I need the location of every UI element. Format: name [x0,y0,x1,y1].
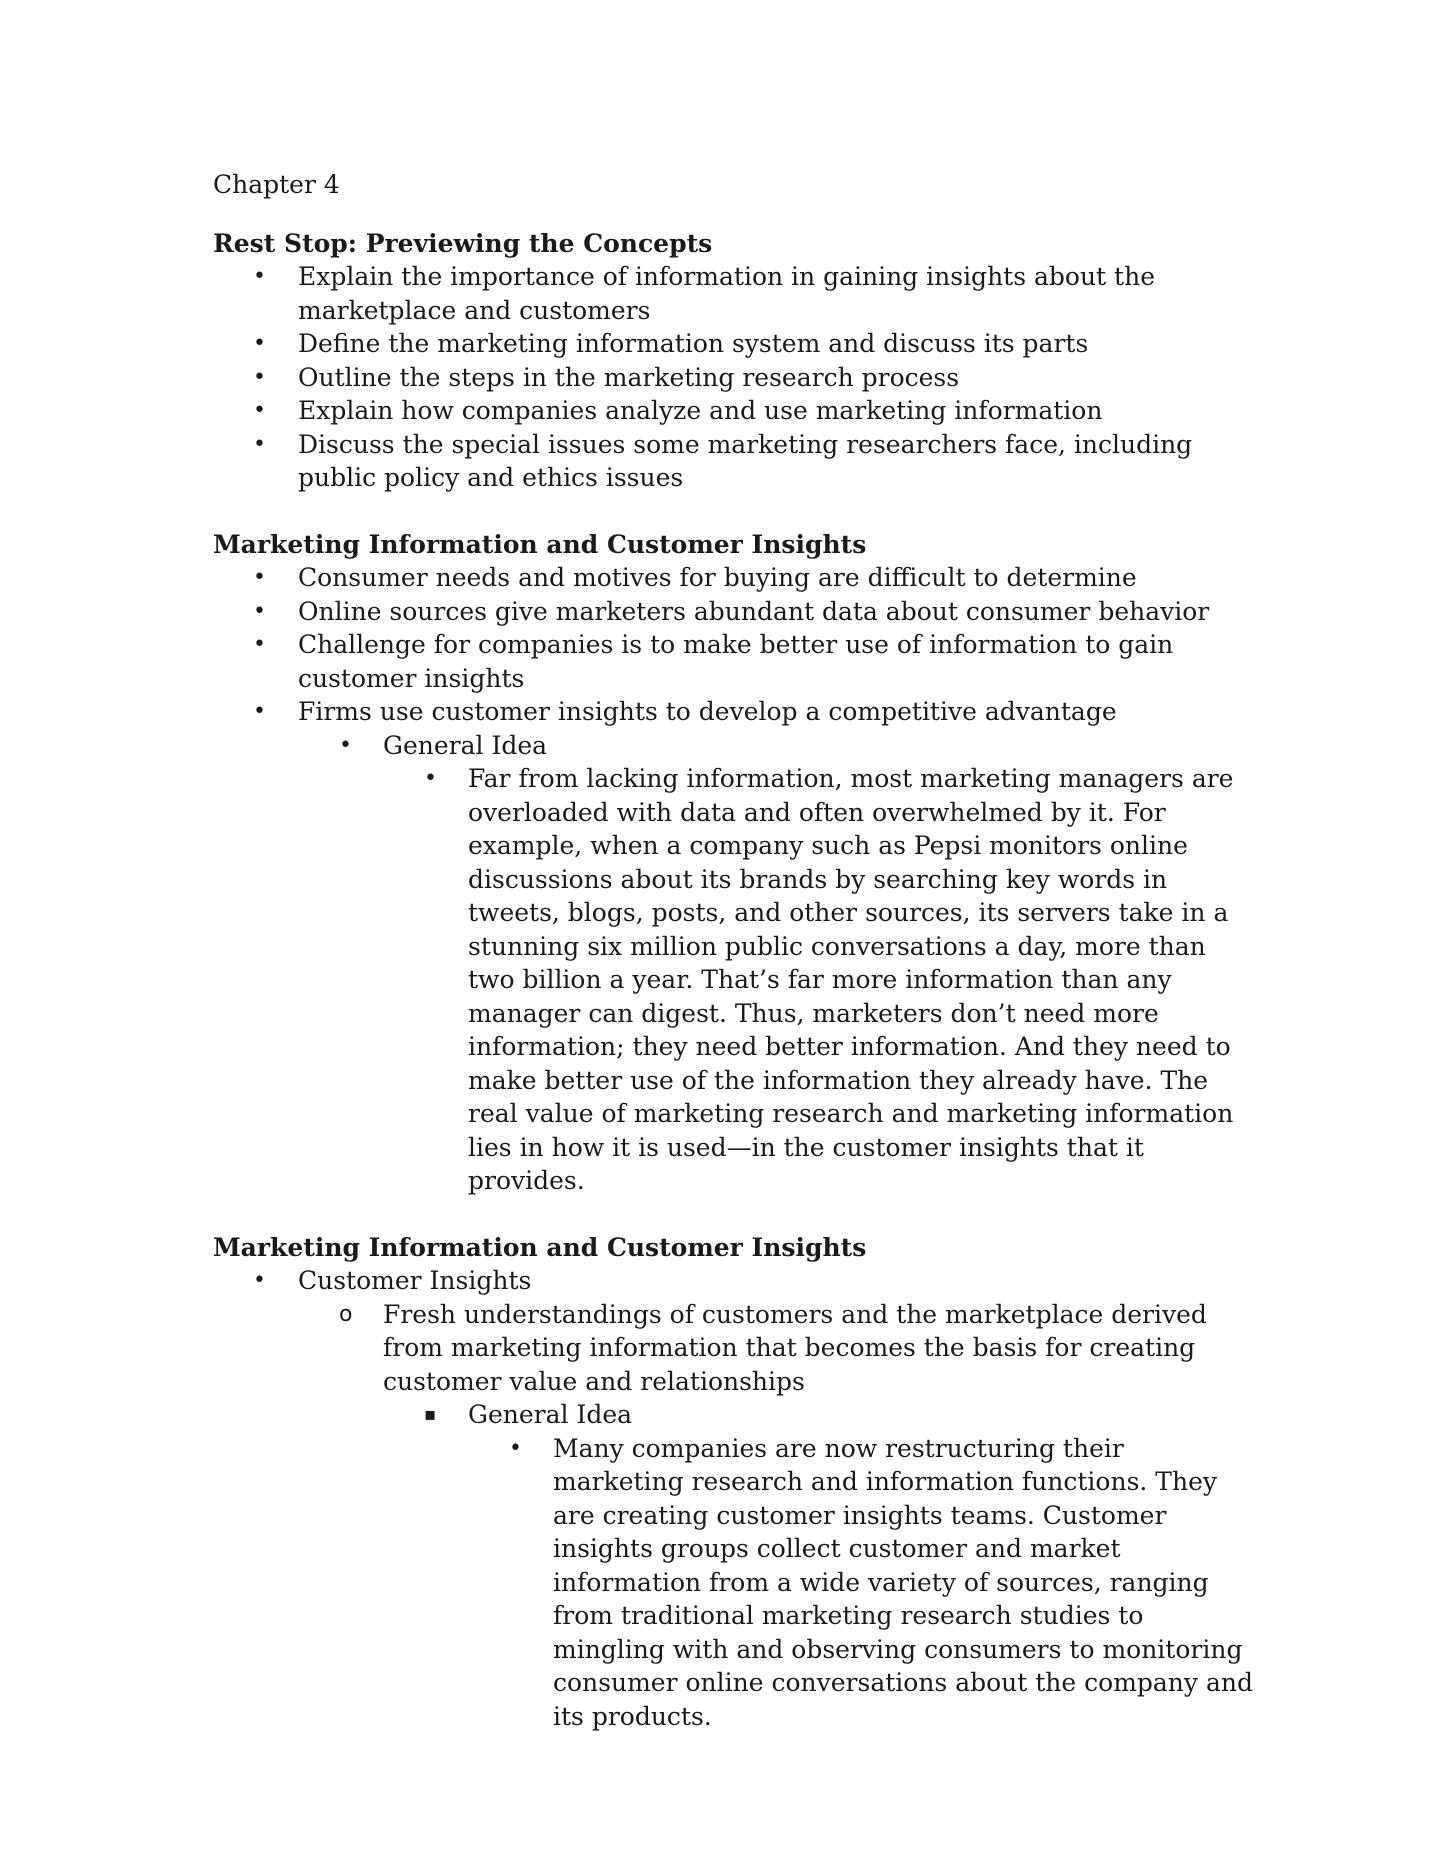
list-item-text: Challenge for companies is to make better use of information to gain customer insights [298,630,1174,693]
bullet-icon: • [253,699,266,724]
customer-insights-list [213,1264,1253,1733]
list-item [213,394,1253,428]
section-previewing-concepts [213,227,1253,495]
list-item-sub [213,1398,1253,1432]
list-item-text: Outline the steps in the marketing research process [298,362,960,392]
square-bullet-icon: ▪ [424,1404,437,1425]
section-heading: Marketing Information and Customer Insights [213,1232,867,1262]
general-idea-paragraph: Far from lacking information, most marketing managers are overloaded with data and often overwhelmed by it. For example, when a company such as Pepsi monitors online discussions about its brands by searching key words in tweets, blogs, posts, and other sources, its servers take in a stunning six million public conversations a day, more than two billion a year. That’s far more information than any manager can digest. Thus, marketers don’t need more information; they need better information. And they need to make better use of the information they already have. The real value of marketing research and marketing information lies in how it is used—in the customer insights that it provides. [468,764,1234,1195]
section-heading: Rest Stop: Previewing the Concepts [213,228,713,258]
bullet-icon: • [253,431,266,457]
circle-bullet-icon: o [339,1301,353,1327]
section-customer-insights [213,1231,1253,1734]
list-item [213,1264,1253,1298]
list-item-text: Customer Insights [298,1266,532,1295]
bullet-icon: • [509,1435,522,1461]
list-item [213,327,1253,361]
bullet-icon: • [253,598,266,624]
bullet-icon: • [253,264,266,289]
list-item-text: Explain how companies analyze and use marketing information [298,396,1103,425]
list-item-text: Explain the importance of information in gaining insights about the marketplace and customers [298,262,1155,325]
general-idea-label: General Idea [383,730,548,760]
list-item-text: Firms use customer insights to develop a competitive advantage [298,697,1117,726]
list-item-text: Consumer needs and motives for buying are difficult to determine [298,563,1137,592]
definition-text: Fresh understandings of customers and the marketplace derived from marketing information that becomes the basis for creating customer value and relationships [383,1299,1207,1396]
general-idea-paragraph: Many companies are now restructuring their marketing research and information functions. They are creating customer insights teams. Customer insights groups collect customer and market information from a wide variety of sources, ranging from traditional marketing research studies to mingling with and observing consumers to monitoring consumer online conversations about the company and its products. [553,1433,1253,1731]
list-item-definition [213,1298,1253,1399]
list-item [213,428,1253,495]
bullet-icon: • [424,766,437,791]
bullet-icon: • [253,364,266,390]
list-item [213,695,1253,729]
list-item-paragraph [213,1432,1253,1734]
bullet-icon: • [339,732,352,758]
concept-list [213,260,1253,495]
bullet-icon: • [253,398,266,423]
bullet-icon: • [253,331,266,356]
bullet-icon: • [253,1268,266,1293]
list-item-sub [213,729,1253,763]
section-marketing-information [213,528,1253,1198]
list-item [213,260,1253,327]
list-item [213,361,1253,395]
list-item-text: Online sources give marketers abundant data about consumer behavior [298,596,1210,626]
list-item-text: Discuss the special issues some marketing researchers face, including public policy and ethics issues [298,429,1193,492]
insights-list [213,561,1253,1198]
section-heading: Marketing Information and Customer Insights [213,529,867,559]
list-item [213,595,1253,629]
list-item [213,561,1253,595]
list-item-text: Define the marketing information system and discuss its parts [298,329,1089,358]
bullet-icon: • [253,632,266,657]
bullet-icon: • [253,565,266,590]
general-idea-label: General Idea [468,1400,633,1429]
chapter-title: Chapter 4 [213,170,340,199]
list-item-paragraph [213,762,1253,1198]
list-item [213,628,1253,695]
document-page [213,168,1253,1766]
